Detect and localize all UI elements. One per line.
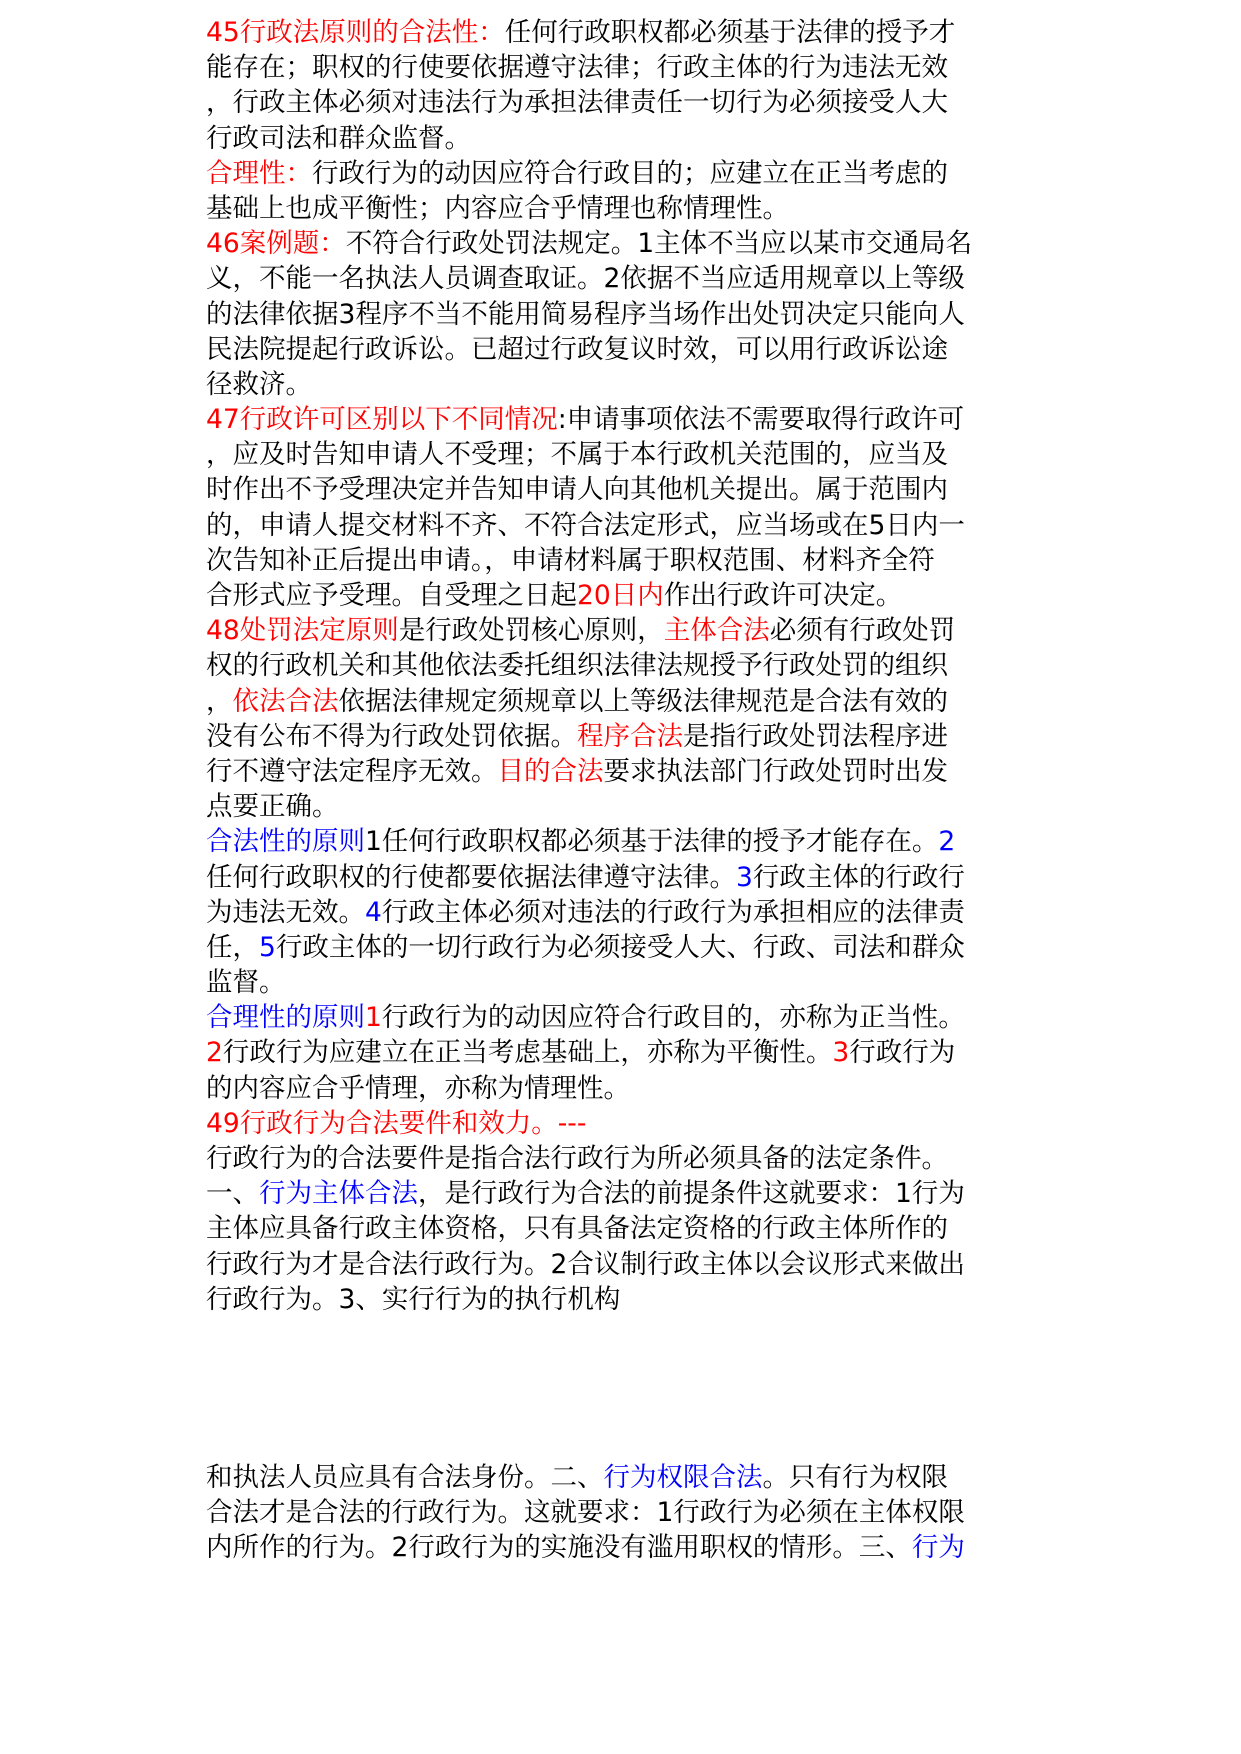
text-line: [206, 1211, 1036, 1246]
body-text: 是指行政处罚法程序进: [683, 720, 948, 752]
text-line: [206, 1460, 1036, 1495]
body-text: 点要正确。: [206, 791, 339, 823]
text-line: [206, 1106, 1036, 1141]
text-line: [206, 1530, 1036, 1565]
highlight-red-text: 目的合法: [497, 755, 604, 787]
body-text: :申请事项依法不需要取得行政许可: [557, 404, 965, 436]
body-text: 监督。: [206, 967, 286, 999]
highlight-blue-text: 行为: [911, 1532, 965, 1564]
highlight-red-text: 主体合法: [663, 615, 770, 647]
text-line: [206, 824, 1036, 859]
text-line: [206, 297, 1036, 332]
body-text: 行政主体的一切行政行为必须接受人大、行政、司法和群众: [275, 931, 965, 963]
body-text: 为违法无效。: [206, 896, 365, 928]
body-text: 要求执法部门行政处罚时出发: [603, 755, 948, 787]
body-text: 行政主体必须对违法的行政行为承担相应的法律责: [381, 896, 965, 928]
text-line: [206, 543, 1036, 578]
body-text: 行政行为。3、实行行为的执行机构: [206, 1283, 621, 1315]
body-text: 行政主体的行政行: [752, 861, 965, 893]
body-text: 行政行为的动因应符合行政目的；应建立在正当考虑的: [312, 157, 948, 189]
highlight-red-text: 程序合法: [577, 720, 683, 752]
highlight-red-text: 46案例题：: [206, 228, 346, 260]
body-text: 1任何行政职权都必须基于法律的授予才能存在。: [365, 826, 939, 858]
highlight-red-text: 1: [365, 1002, 382, 1034]
text-line: [206, 1247, 1036, 1282]
body-text: 权的行政机关和其他依法委托组织法律法规授予行政处罚的组织: [206, 650, 948, 682]
body-text: 行政行为的合法要件是指合法行政行为所必须具备的法定条件。: [206, 1143, 948, 1174]
text-line: [206, 191, 1036, 226]
text-line: [206, 85, 1036, 120]
text-line: [206, 1176, 1036, 1211]
text-line: [206, 472, 1036, 507]
text-line: [206, 1282, 1036, 1317]
body-text: 和执法人员应具有合法身份。二、: [206, 1462, 604, 1493]
text-line: [206, 508, 1036, 543]
highlight-blue-text: 合法性的原则: [206, 826, 365, 858]
text-line: [206, 789, 1036, 824]
body-text: 任，: [206, 931, 259, 963]
body-text: 内所作的行为。2行政行为的实施没有滥用职权的情形。三、: [206, 1532, 912, 1564]
text-line: [206, 930, 1036, 965]
text-line: [206, 1495, 1036, 1530]
body-text: 次告知补正后提出申请。，申请材料属于职权范围、材料齐全符: [206, 544, 935, 576]
body-text: 依据法律规定须规章以上等级法律规范是合法有效的: [338, 685, 948, 717]
body-text: 不符合行政处罚法规定。1主体不当应以某市交通局名: [345, 228, 973, 260]
text-line: [206, 437, 1036, 472]
body-text: 作出行政许可决定。: [663, 580, 903, 611]
text-line: [206, 1071, 1036, 1106]
body-text: 能存在；职权的行使要依据遵守法律；行政主体的行为违法无效: [206, 52, 948, 84]
highlight-blue-text: 行为主体合法: [259, 1178, 418, 1210]
body-text: 义，不能一名执法人员调查取证。2依据不当应适用规章以上等级: [206, 263, 965, 295]
body-text: 没有公布不得为行政处罚依据。: [206, 720, 577, 752]
text-block-main: [206, 15, 1036, 1317]
body-text: 行政司法和群众监督。: [206, 122, 471, 154]
body-text: 基础上也成平衡性；内容应合乎情理也称情理性。: [206, 192, 789, 224]
text-line: [206, 754, 1036, 789]
body-text: 的内容应合乎情理，亦称为情理性。: [206, 1072, 630, 1104]
highlight-red-text: 2: [206, 1037, 223, 1069]
highlight-red-text: 45行政法原则的合法性：: [206, 17, 505, 48]
text-line: [206, 578, 1036, 613]
text-line: [206, 613, 1036, 648]
body-text: 时作出不予受理决定并告知申请人向其他机关提出。属于范围内: [206, 474, 948, 506]
text-line: [206, 1141, 1036, 1176]
highlight-red-text: 47行政许可区别以下不同情况: [206, 404, 558, 436]
highlight-red-text: 依法合法: [232, 685, 339, 717]
text-line: [206, 648, 1036, 683]
body-text: 的，申请人提交材料不齐、不符合法定形式，应当场或在5日内一: [206, 509, 965, 541]
text-line: [206, 121, 1036, 156]
body-text: 行政行为: [849, 1037, 956, 1069]
highlight-blue-text: 3: [736, 861, 753, 893]
body-text: 行政行为的动因应符合行政目的，亦称为正当性。: [381, 1002, 965, 1034]
body-text: 径救济。: [206, 368, 312, 400]
body-text: 行不遵守法定程序无效。: [206, 755, 498, 787]
text-line: [206, 226, 1036, 261]
text-line: [206, 719, 1036, 754]
text-line: [206, 402, 1036, 437]
body-text: ，是行政行为合法的前提条件这就要求：1行为: [418, 1178, 965, 1210]
highlight-red-text: 3: [832, 1037, 850, 1069]
body-text: 必须有行政处罚: [769, 615, 956, 647]
text-line: [206, 860, 1036, 895]
body-text: 主体应具备行政主体资格，只有具备法定资格的行政主体所作的: [206, 1213, 948, 1245]
body-text: ，应及时告知申请人不受理；不属于本行政机关范围的，应当及: [206, 439, 948, 471]
text-line: [206, 367, 1036, 402]
body-text: 一、: [206, 1178, 259, 1210]
highlight-blue-text: 2: [938, 826, 956, 858]
highlight-red-text: 49行政行为合法要件和效力。---: [206, 1107, 587, 1139]
body-text: 的法律依据3程序不当不能用简易程序当场作出处罚决定只能向人: [206, 298, 965, 330]
text-line: [206, 684, 1036, 719]
body-text: 任何行政职权都必须基于法律的授予才: [504, 17, 956, 48]
highlight-red-text: 合理性：: [206, 157, 312, 189]
highlight-blue-text: 行为权限合法: [603, 1462, 763, 1493]
body-text: 是行政处罚核心原则，: [398, 615, 664, 647]
body-text: ，行政主体必须对违法行为承担法律责任一切行为必须接受人大: [206, 87, 948, 119]
text-block-continuation: [206, 1460, 1036, 1566]
text-line: [206, 895, 1036, 930]
body-text: ，: [206, 685, 233, 717]
body-text: 任何行政职权的行使都要依据法律遵守法律。: [206, 861, 736, 893]
text-line: [206, 965, 1036, 1000]
text-line: [206, 50, 1036, 85]
body-text: 合法才是合法的行政行为。这就要求：1行政行为必须在主体权限: [206, 1497, 965, 1529]
text-line: [206, 15, 1036, 50]
highlight-blue-text: 合理性的原则: [206, 1002, 365, 1034]
body-text: 行政行为应建立在正当考虑基础上，亦称为平衡性。: [222, 1037, 833, 1069]
highlight-blue-text: 5: [259, 931, 276, 963]
body-text: 。只有行为权限: [762, 1462, 948, 1493]
highlight-red-text: 48处罚法定原则: [206, 615, 399, 647]
body-text: 民法院提起行政诉讼。已超过行政复议时效，可以用行政诉讼途: [206, 333, 948, 365]
text-line: [206, 1035, 1036, 1070]
body-text: 合形式应予受理。自受理之日起: [206, 580, 577, 611]
text-line: [206, 261, 1036, 296]
highlight-blue-text: 4: [365, 896, 382, 928]
highlight-red-text: 20日内: [577, 580, 664, 611]
text-line: [206, 332, 1036, 367]
text-line: [206, 1000, 1036, 1035]
text-line: [206, 156, 1036, 191]
body-text: 行政行为才是合法行政行为。2合议制行政主体以会议形式来做出: [206, 1248, 965, 1280]
